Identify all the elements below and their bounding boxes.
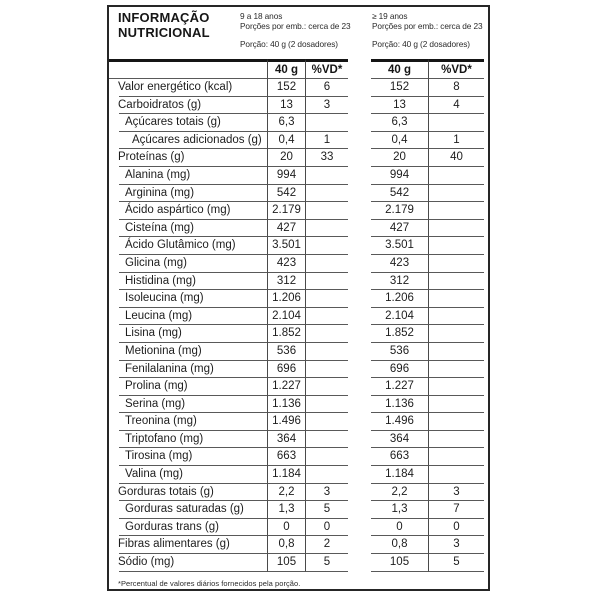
nutrient-label: Isoleucina (mg) [109,290,267,308]
vd-19plus [428,361,484,379]
vd-9-18 [305,308,348,326]
qty-19plus: 0,4 [371,132,428,150]
nutrition-facts-panel [107,5,490,591]
group-info-9-18 [240,11,362,49]
qty-9-18: 542 [267,185,305,203]
column-gap [348,519,371,537]
nutrient-label: Açúcares adicionados (g) [109,132,267,150]
column-gap [348,79,371,97]
qty-9-18: 1.136 [267,396,305,414]
vd-9-18 [305,255,348,273]
nutrient-label: Leucina (mg) [109,308,267,326]
qty-19plus: 0 [371,519,428,537]
vd-19plus [428,343,484,361]
column-header-row [109,59,488,79]
servings-per-pack-19plus: Porções por emb.: cerca de 23 [372,21,483,32]
vd-19plus: 3 [428,484,484,502]
table-row [109,202,488,220]
vd-9-18 [305,290,348,308]
qty-19plus: 364 [371,431,428,449]
servings-per-pack-9-18: Porções por emb.: cerca de 23 [240,21,351,32]
vd-19plus [428,448,484,466]
vd-9-18: 0 [305,519,348,537]
nutrient-label: Açúcares totais (g) [109,114,267,132]
nutrient-label: Ácido Glutâmico (mg) [109,237,267,255]
table-row [109,273,488,291]
nutrient-label: Arginina (mg) [109,185,267,203]
column-gap [348,484,371,502]
vd-19plus: 4 [428,97,484,115]
nutrient-label: Fibras alimentares (g) [109,536,267,554]
header-dv-9-18: %VD* [305,59,348,79]
vd-19plus: 7 [428,501,484,519]
table-row [109,220,488,238]
vd-19plus: 0 [428,519,484,537]
qty-19plus: 542 [371,185,428,203]
qty-9-18: 423 [267,255,305,273]
table-row [109,554,488,572]
column-gap [348,448,371,466]
vd-19plus: 8 [428,79,484,97]
nutrient-label: Metionina (mg) [109,343,267,361]
vd-9-18 [305,325,348,343]
panel-title-line2: NUTRICIONAL [118,24,210,40]
qty-19plus: 1,3 [371,501,428,519]
column-gap [348,167,371,185]
column-gap [348,466,371,484]
qty-19plus: 1.136 [371,396,428,414]
qty-9-18: 0,4 [267,132,305,150]
header-amount-19plus: 40 g [371,59,428,79]
vd-9-18 [305,202,348,220]
column-gap [348,220,371,238]
qty-9-18: 696 [267,361,305,379]
table-row [109,343,488,361]
qty-9-18: 2.104 [267,308,305,326]
table-row [109,290,488,308]
vd-19plus [428,114,484,132]
header-dv-19plus: %VD* [428,59,484,79]
table-row [109,536,488,554]
qty-9-18: 0 [267,519,305,537]
table-row [109,185,488,203]
qty-9-18: 13 [267,97,305,115]
qty-19plus: 0,8 [371,536,428,554]
qty-19plus: 1.852 [371,325,428,343]
qty-9-18: 994 [267,167,305,185]
table-row [109,114,488,132]
column-gap [348,361,371,379]
qty-19plus: 1.227 [371,378,428,396]
nutrient-label: Ácido aspártico (mg) [109,202,267,220]
qty-9-18: 536 [267,343,305,361]
column-gap [348,290,371,308]
qty-19plus: 2.104 [371,308,428,326]
table-row [109,325,488,343]
vd-9-18: 5 [305,501,348,519]
qty-9-18: 663 [267,448,305,466]
vd-9-18 [305,378,348,396]
vd-19plus: 3 [428,536,484,554]
nutrient-rows [109,79,488,572]
column-gap [348,431,371,449]
qty-19plus: 2,2 [371,484,428,502]
vd-19plus [428,273,484,291]
qty-19plus: 696 [371,361,428,379]
column-gap [348,132,371,150]
vd-9-18: 5 [305,554,348,572]
qty-9-18: 3.501 [267,237,305,255]
column-gap [348,554,371,572]
vd-19plus [428,255,484,273]
group-info-19plus [372,11,494,49]
nutrient-label: Lisina (mg) [109,325,267,343]
column-gap [348,185,371,203]
qty-19plus: 1.206 [371,290,428,308]
table-row [109,255,488,273]
nutrient-label: Gorduras trans (g) [109,519,267,537]
vd-9-18 [305,185,348,203]
column-gap [348,97,371,115]
vd-19plus: 40 [428,149,484,167]
column-gap [348,273,371,291]
vd-9-18 [305,448,348,466]
table-row [109,132,488,150]
table-row [109,519,488,537]
vd-19plus [428,325,484,343]
vd-19plus [428,378,484,396]
vd-9-18 [305,431,348,449]
qty-19plus: 423 [371,255,428,273]
vd-19plus [428,167,484,185]
footnote: *Percentual de valores diários fornecidos pela porção. [118,578,301,588]
table-row [109,308,488,326]
portion-9-18: Porção: 40 g (2 dosadores) [240,38,338,49]
table-row [109,413,488,431]
qty-19plus: 994 [371,167,428,185]
vd-19plus [428,290,484,308]
nutrient-label: Triptofano (mg) [109,431,267,449]
nutrient-label: Glicina (mg) [109,255,267,273]
qty-19plus: 663 [371,448,428,466]
qty-19plus: 2.179 [371,202,428,220]
qty-9-18: 1.227 [267,378,305,396]
table-row [109,237,488,255]
table-row [109,97,488,115]
nutrient-label: Treonina (mg) [109,413,267,431]
nutrient-label: Valina (mg) [109,466,267,484]
vd-19plus [428,308,484,326]
nutrient-label: Proteínas (g) [109,149,267,167]
vd-9-18 [305,413,348,431]
column-gap [348,396,371,414]
panel-header [109,7,488,59]
qty-19plus: 312 [371,273,428,291]
qty-19plus: 427 [371,220,428,238]
qty-9-18: 1.206 [267,290,305,308]
qty-9-18: 2.179 [267,202,305,220]
vd-9-18 [305,361,348,379]
column-gap [348,59,371,79]
vd-9-18: 3 [305,484,348,502]
qty-19plus: 20 [371,149,428,167]
header-amount-9-18: 40 g [267,59,305,79]
qty-9-18: 1.496 [267,413,305,431]
nutrient-label: Gorduras saturadas (g) [109,501,267,519]
panel-title [118,11,210,40]
vd-9-18: 1 [305,132,348,150]
vd-9-18 [305,466,348,484]
vd-19plus [428,237,484,255]
vd-19plus [428,466,484,484]
table-row [109,149,488,167]
nutrient-label: Gorduras totais (g) [109,484,267,502]
qty-19plus: 152 [371,79,428,97]
column-gap [348,202,371,220]
nutrient-label: Fenilalanina (mg) [109,361,267,379]
table-row [109,448,488,466]
age-range-9-18: 9 a 18 anos [240,11,283,21]
column-gap [348,378,371,396]
vd-9-18 [305,273,348,291]
nutrient-label: Valor energético (kcal) [109,79,267,97]
vd-9-18: 3 [305,97,348,115]
table-row [109,466,488,484]
nutrient-label: Sódio (mg) [109,554,267,572]
column-gap [348,308,371,326]
qty-9-18: 312 [267,273,305,291]
column-gap [348,255,371,273]
qty-9-18: 427 [267,220,305,238]
vd-9-18: 33 [305,149,348,167]
qty-9-18: 1.184 [267,466,305,484]
column-gap [348,413,371,431]
column-gap [348,237,371,255]
qty-19plus: 536 [371,343,428,361]
table-row [109,79,488,97]
vd-19plus [428,431,484,449]
nutrient-label: Histidina (mg) [109,273,267,291]
nutrient-label: Cisteína (mg) [109,220,267,238]
qty-19plus: 3.501 [371,237,428,255]
column-gap [348,501,371,519]
vd-19plus [428,185,484,203]
nutrient-label: Prolina (mg) [109,378,267,396]
qty-19plus: 13 [371,97,428,115]
vd-9-18 [305,237,348,255]
qty-9-18: 6,3 [267,114,305,132]
nutrient-label: Carboidratos (g) [109,97,267,115]
age-range-19plus: ≥ 19 anos [372,11,408,21]
header-label-cell [109,59,267,79]
vd-19plus: 5 [428,554,484,572]
table-row [109,378,488,396]
column-gap [348,114,371,132]
qty-9-18: 152 [267,79,305,97]
vd-19plus: 1 [428,132,484,150]
table-row [109,361,488,379]
nutrient-label: Alanina (mg) [109,167,267,185]
qty-9-18: 20 [267,149,305,167]
qty-9-18: 0,8 [267,536,305,554]
table-row [109,167,488,185]
qty-9-18: 105 [267,554,305,572]
panel-title-line1: INFORMAÇÃO [118,10,210,25]
qty-9-18: 364 [267,431,305,449]
vd-9-18: 6 [305,79,348,97]
qty-19plus: 1.184 [371,466,428,484]
table-row [109,396,488,414]
vd-19plus [428,220,484,238]
vd-9-18 [305,220,348,238]
vd-9-18 [305,167,348,185]
qty-19plus: 6,3 [371,114,428,132]
table-row [109,431,488,449]
vd-19plus [428,413,484,431]
nutrient-label: Tirosina (mg) [109,448,267,466]
nutrient-label: Serina (mg) [109,396,267,414]
column-gap [348,149,371,167]
vd-9-18 [305,396,348,414]
qty-19plus: 1.496 [371,413,428,431]
qty-9-18: 1.852 [267,325,305,343]
vd-19plus [428,396,484,414]
column-gap [348,536,371,554]
qty-9-18: 1,3 [267,501,305,519]
vd-19plus [428,202,484,220]
portion-19plus: Porção: 40 g (2 dosadores) [372,38,470,49]
qty-9-18: 2,2 [267,484,305,502]
vd-9-18 [305,343,348,361]
table-row [109,484,488,502]
table-row [109,501,488,519]
qty-19plus: 105 [371,554,428,572]
column-gap [348,325,371,343]
column-gap [348,343,371,361]
vd-9-18 [305,114,348,132]
vd-9-18: 2 [305,536,348,554]
